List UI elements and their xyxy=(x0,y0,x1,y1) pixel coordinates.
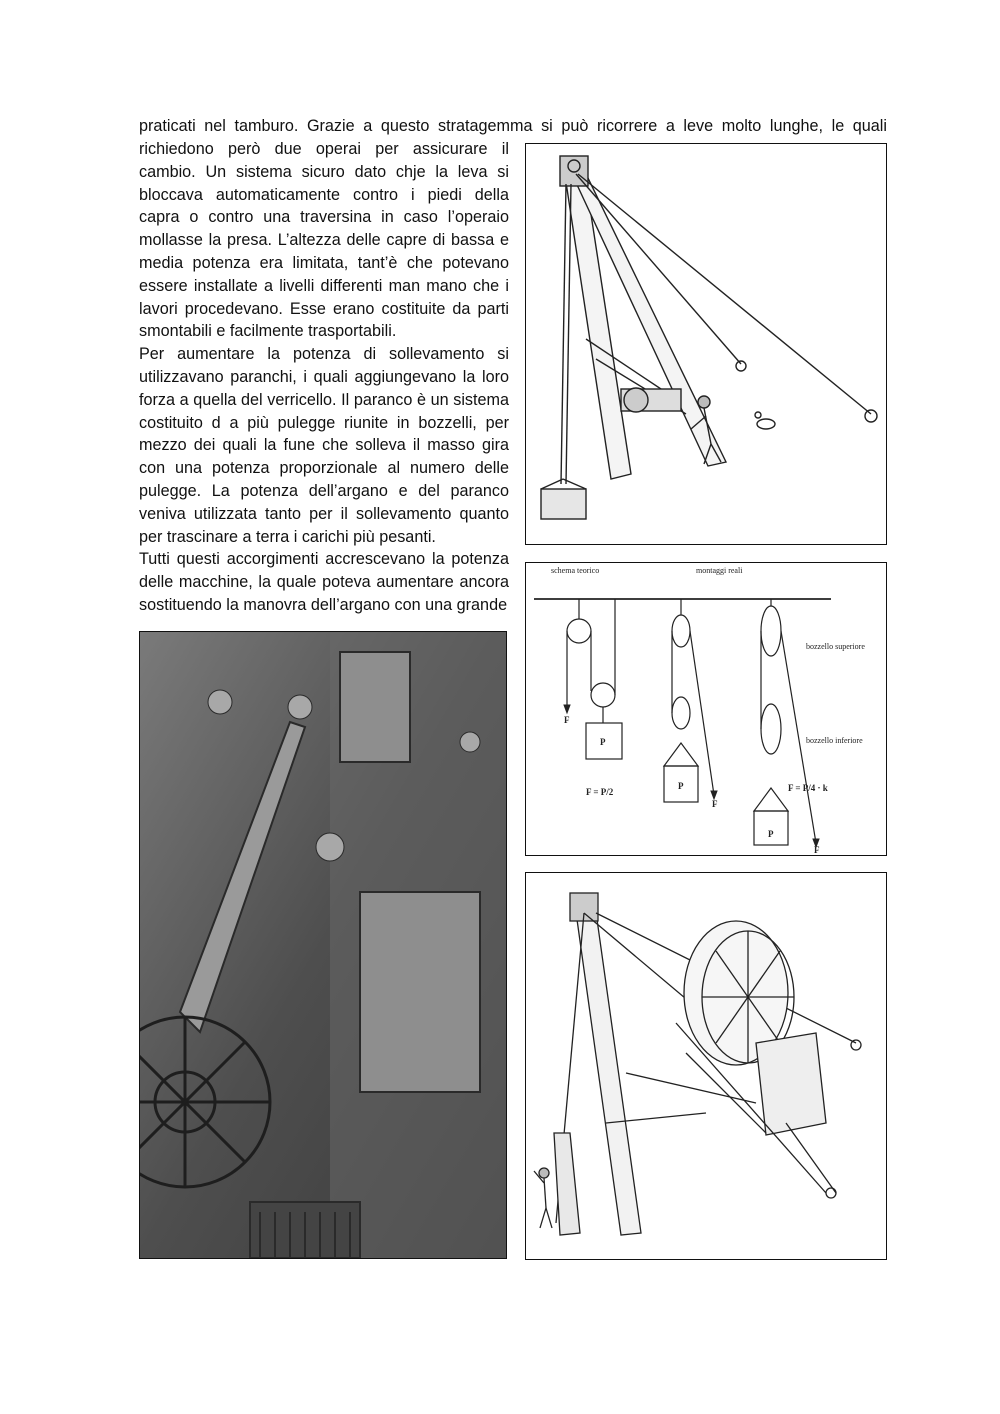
body-text-line: praticati nel tamburo. Grazie a questo stratagemma si può ricorrere a leve molto lunghe, le quali xyxy=(139,117,887,135)
label-top-block: bozzello superiore xyxy=(806,642,865,651)
load-label: P xyxy=(768,829,774,839)
load-label: P xyxy=(600,737,606,747)
paragraph: richiedono però due operai per assicurare il cambio. Un sistema sicuro dato chje la leva si bloccava automaticamente contro i piedi della capra o contro una traversina in caso l’operaio mollasse la presa. L’altezza delle capre di bassa e media potenza era limitata, tant’è che potevano essere installate a livelli differenti man mano che i lavori procedevano. Esse erano costituite da parti smontabili e facilmente trasportabili. xyxy=(139,140,509,341)
paragraph: Per aumentare la potenza di sollevamento si utilizzavano paranchi, i quali aggiungevano la loro forza a quella del verricello. Il paranco è un sistema costituito d a più pulegge riunite in bozzelli, per mezzo dei quali la fune che solleva il masso gira con una potenza proporzionale al numero delle pulegge. La potenza dell’argano e del paranco veniva utilizzata tanto per il sollevamento quanto per trascinare a terra i carichi più pesanti. xyxy=(139,345,509,546)
paragraph: Tutti questi accorgimenti accrescevano la potenza delle macchine, la quale poteva aumentare ancora sostituendo la manovra dell’argano con una grande xyxy=(139,550,509,614)
formula-label: F = P/4 · k xyxy=(788,783,828,793)
formula-label: F = P/2 xyxy=(586,787,614,797)
relief-photograph xyxy=(139,631,507,1259)
pulley-diagram xyxy=(525,562,887,856)
label-bottom-block: bozzello inferiore xyxy=(806,736,863,745)
force-label: F xyxy=(564,715,570,725)
force-label: F xyxy=(814,845,820,855)
load-label: P xyxy=(678,781,684,791)
diagram-header-left: schema teorico xyxy=(551,566,600,575)
force-label: F xyxy=(712,799,718,809)
diagram-header-right: montaggi reali xyxy=(696,566,743,575)
body-text-column xyxy=(139,138,509,617)
treadwheel-crane-illustration xyxy=(525,872,887,1260)
crane-illustration xyxy=(525,143,887,545)
